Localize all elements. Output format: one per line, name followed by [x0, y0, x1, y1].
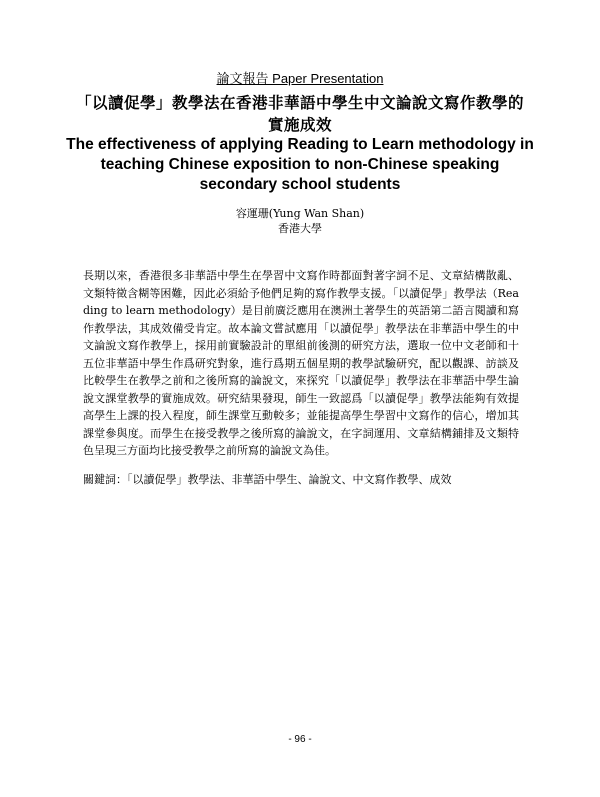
title-english: The effectiveness of applying Reading to Learn methodology in teaching Chinese exposition to non-Chinese speaking secondary school students [66, 136, 534, 193]
abstract-paragraph: 長期以來，香港很多非華語中學生在學習中文寫作時都面對著字詞不足、文章結構散亂、文類特徵含糊等困難，因此必須給予他們足夠的寫作教學支援。「以讀促學」教學法（Reading to learn methodology）是目前廣泛應用在澳洲土著學生的英語第二語言閱讀和寫作教學法，其成效備受肯定。故本論文嘗試應用「以讀促學」教學法在非華語中學生的中文論說文寫作教學上，採用前實驗設計的單組前後測的研究方法，選取一位中文老師和十五位非華語中學生作爲研究對象，進行爲期五個星期的教學試驗研究，配以觀課、訪談及比較學生在教學之前和之後所寫的論說文，來探究「以讀促學」教學法在非華語中學生論說文課堂教學的實施成效。研究結果發現，師生一致認爲「以讀促學」教學法能夠有效提高學生上課的投入程度，師生課堂互動較多；並能提高學生學習中文寫作的信心，增加其課堂參與度。而學生在接受教學之後所寫的論說文，在字詞運用、文章結構鋪排及文類特色呈現三方面均比接受教學之前所寫的論說文為佳。 [83, 269, 519, 457]
section-label: 論文報告 Paper Presentation [216, 71, 384, 86]
title-chinese: 「以讀促學」教學法在香港非華語中學生中文論說文寫作教學的實施成效 [75, 94, 524, 134]
author-name: 容運珊(Yung Wan Shan) [235, 207, 365, 220]
keywords: 關鍵詞：「以讀促學」教學法、非華語中學生、論說文、中文寫作教學、成效 [83, 473, 452, 486]
author-affiliation: 香港大學 [278, 222, 322, 235]
page-number: - 96 - [288, 734, 312, 745]
